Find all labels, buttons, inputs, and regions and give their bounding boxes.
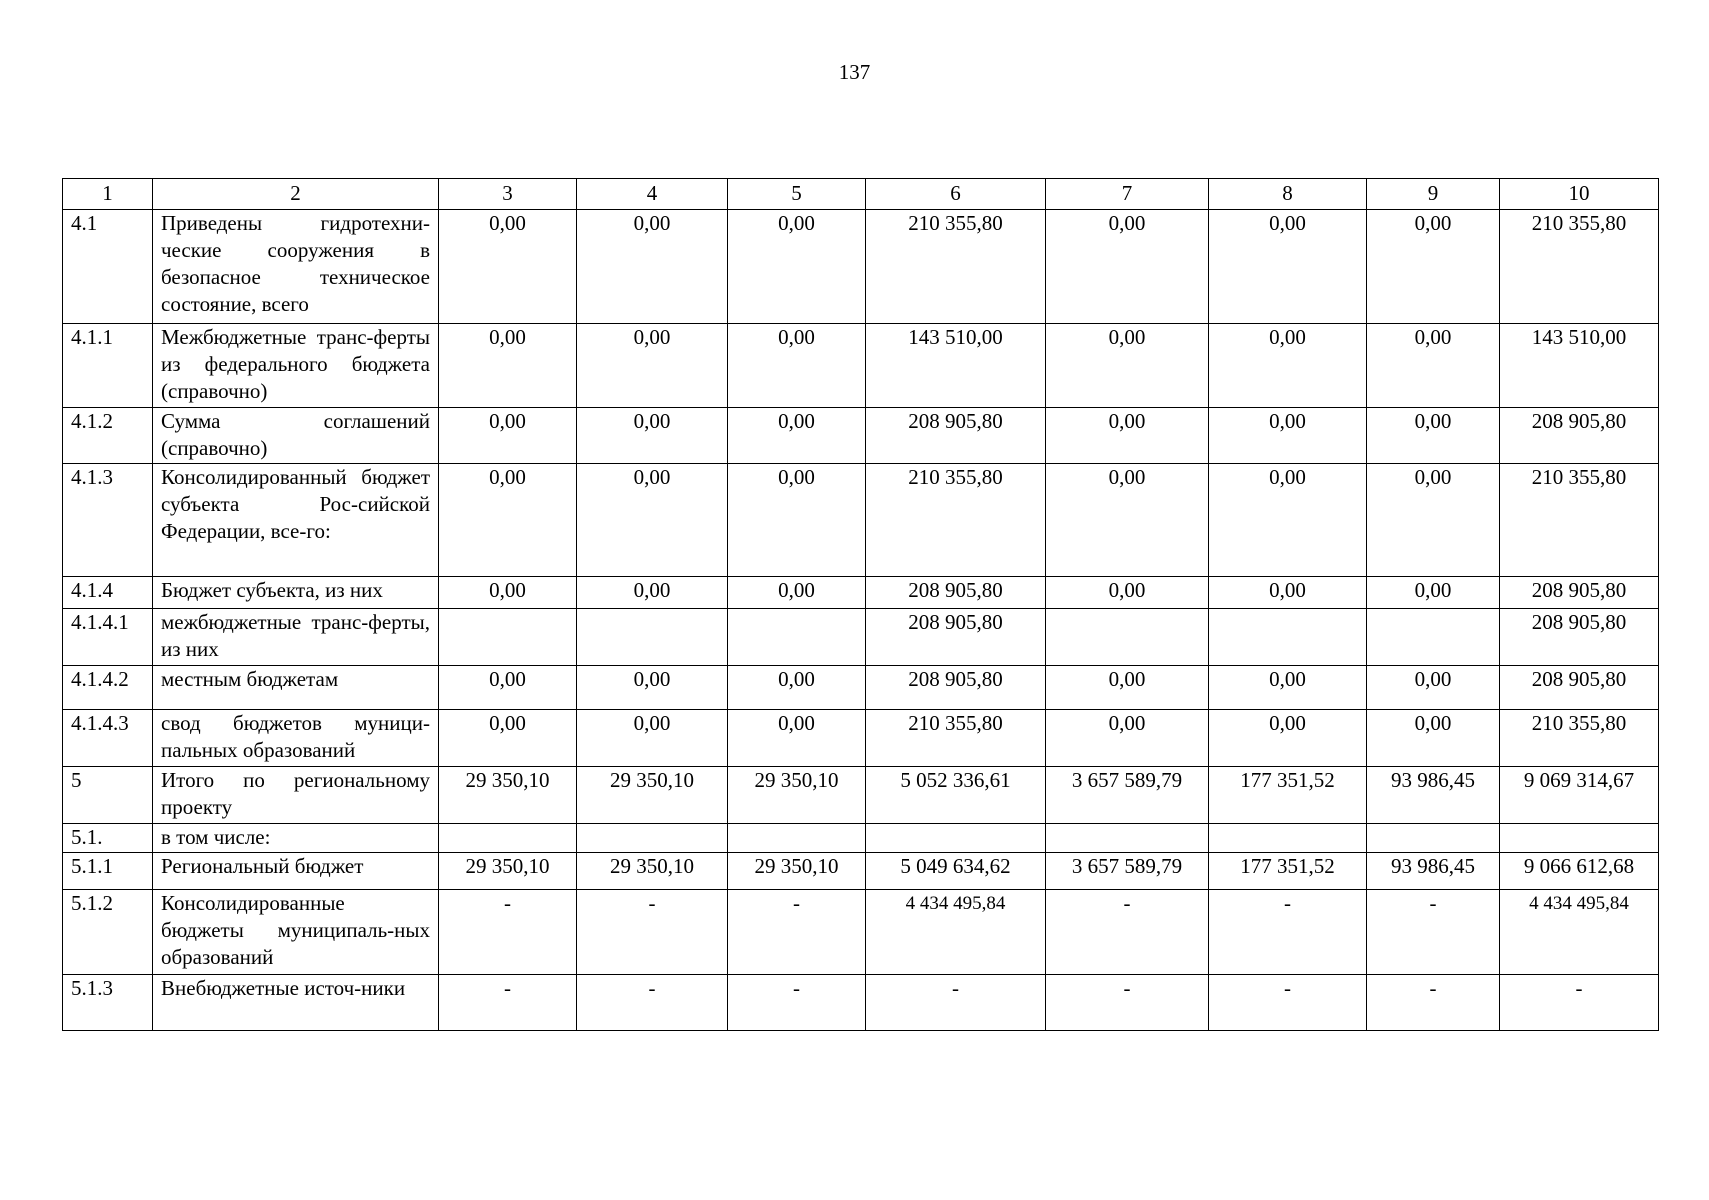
row-code: 4.1.1 xyxy=(63,324,153,408)
cell-value: - xyxy=(1209,975,1367,1031)
cell-value: 29 350,10 xyxy=(577,853,728,890)
row-label: межбюджетные транс-ферты, из них xyxy=(153,609,439,666)
cell-value: 208 905,80 xyxy=(866,609,1046,666)
cell-value: 208 905,80 xyxy=(866,577,1046,609)
cell-value: 208 905,80 xyxy=(866,408,1046,464)
row-label: Консолидированные бюджеты муниципаль-ных образований xyxy=(153,890,439,975)
column-header: 10 xyxy=(1500,179,1659,210)
cell-value: 29 350,10 xyxy=(439,853,577,890)
cell-value: 4 434 495,84 xyxy=(866,890,1046,975)
row-code: 4.1.2 xyxy=(63,408,153,464)
cell-value: 208 905,80 xyxy=(1500,666,1659,710)
cell-value: 143 510,00 xyxy=(866,324,1046,408)
cell-value xyxy=(1367,609,1500,666)
cell-value xyxy=(728,824,866,853)
cell-value: 4 434 495,84 xyxy=(1500,890,1659,975)
cell-value xyxy=(728,609,866,666)
row-code: 5.1.2 xyxy=(63,890,153,975)
table-row xyxy=(63,975,1659,1031)
row-label: Приведены гидротехни-ческие сооружения в безопасное техническое состояние, всего xyxy=(153,210,439,324)
column-header: 1 xyxy=(63,179,153,210)
cell-value: 93 986,45 xyxy=(1367,767,1500,824)
cell-value: 0,00 xyxy=(1046,577,1209,609)
cell-value: 0,00 xyxy=(1046,710,1209,767)
row-label: местным бюджетам xyxy=(153,666,439,710)
row-label: свод бюджетов муници-пальных образований xyxy=(153,710,439,767)
page-number: 137 xyxy=(838,60,871,84)
cell-value: - xyxy=(1367,975,1500,1031)
cell-value: 0,00 xyxy=(1209,324,1367,408)
cell-value: - xyxy=(1046,890,1209,975)
cell-value: 0,00 xyxy=(1046,666,1209,710)
column-header: 6 xyxy=(866,179,1046,210)
column-header: 8 xyxy=(1209,179,1367,210)
row-label: Итого по региональному проекту xyxy=(153,767,439,824)
row-code: 4.1.4.2 xyxy=(63,666,153,710)
column-header: 9 xyxy=(1367,179,1500,210)
cell-value: 0,00 xyxy=(728,464,866,577)
cell-value: 9 066 612,68 xyxy=(1500,853,1659,890)
cell-value xyxy=(577,824,728,853)
budget-table xyxy=(62,178,1659,1031)
row-code: 4.1.4.3 xyxy=(63,710,153,767)
row-code: 5 xyxy=(63,767,153,824)
row-code: 5.1. xyxy=(63,824,153,853)
row-code: 5.1.1 xyxy=(63,853,153,890)
cell-value: 208 905,80 xyxy=(1500,408,1659,464)
table-row xyxy=(63,609,1659,666)
cell-value: 0,00 xyxy=(1209,210,1367,324)
cell-value: 0,00 xyxy=(1367,710,1500,767)
cell-value: - xyxy=(1046,975,1209,1031)
table-row xyxy=(63,824,1659,853)
table-row xyxy=(63,577,1659,609)
cell-value: 210 355,80 xyxy=(866,210,1046,324)
cell-value: 0,00 xyxy=(1367,666,1500,710)
table-body xyxy=(63,210,1659,1031)
cell-value: 0,00 xyxy=(728,666,866,710)
cell-value: 0,00 xyxy=(439,710,577,767)
cell-value: 0,00 xyxy=(1209,710,1367,767)
cell-value xyxy=(577,609,728,666)
row-label: в том числе: xyxy=(153,824,439,853)
cell-value: 0,00 xyxy=(728,577,866,609)
cell-value: - xyxy=(439,890,577,975)
cell-value: 0,00 xyxy=(577,464,728,577)
cell-value: 0,00 xyxy=(1367,464,1500,577)
cell-value: - xyxy=(1209,890,1367,975)
cell-value: 208 905,80 xyxy=(1500,577,1659,609)
cell-value: 0,00 xyxy=(439,666,577,710)
cell-value xyxy=(866,824,1046,853)
cell-value xyxy=(1209,824,1367,853)
cell-value: 177 351,52 xyxy=(1209,767,1367,824)
cell-value: - xyxy=(866,975,1046,1031)
cell-value: 0,00 xyxy=(1046,324,1209,408)
cell-value: 0,00 xyxy=(439,210,577,324)
row-label: Сумма соглашений (справочно) xyxy=(153,408,439,464)
column-header: 3 xyxy=(439,179,577,210)
row-label: Региональный бюджет xyxy=(153,853,439,890)
cell-value: - xyxy=(439,975,577,1031)
cell-value: 0,00 xyxy=(577,408,728,464)
row-code: 5.1.3 xyxy=(63,975,153,1031)
cell-value xyxy=(1500,824,1659,853)
cell-value xyxy=(1367,824,1500,853)
cell-value: 0,00 xyxy=(439,408,577,464)
table-row xyxy=(63,890,1659,975)
row-label: Консолидированный бюджет субъекта Рос-сийской Федерации, все-го: xyxy=(153,464,439,577)
cell-value: 0,00 xyxy=(1209,577,1367,609)
row-code: 4.1.3 xyxy=(63,464,153,577)
header-row xyxy=(63,179,1659,210)
cell-value: 0,00 xyxy=(1367,210,1500,324)
cell-value: - xyxy=(728,890,866,975)
cell-value: 29 350,10 xyxy=(728,767,866,824)
cell-value: 0,00 xyxy=(1209,408,1367,464)
cell-value: 0,00 xyxy=(439,324,577,408)
cell-value: - xyxy=(577,890,728,975)
column-header: 2 xyxy=(153,179,439,210)
cell-value: 5 052 336,61 xyxy=(866,767,1046,824)
cell-value: 0,00 xyxy=(728,710,866,767)
cell-value: 0,00 xyxy=(439,464,577,577)
row-label: Внебюджетные источ-ники xyxy=(153,975,439,1031)
cell-value: 0,00 xyxy=(728,408,866,464)
cell-value: 0,00 xyxy=(728,210,866,324)
cell-value: - xyxy=(728,975,866,1031)
cell-value xyxy=(1209,609,1367,666)
cell-value: 0,00 xyxy=(1367,577,1500,609)
cell-value: 0,00 xyxy=(1046,210,1209,324)
cell-value: 3 657 589,79 xyxy=(1046,853,1209,890)
row-code: 4.1.4 xyxy=(63,577,153,609)
cell-value: 9 069 314,67 xyxy=(1500,767,1659,824)
cell-value: 3 657 589,79 xyxy=(1046,767,1209,824)
cell-value: 210 355,80 xyxy=(866,464,1046,577)
cell-value: 0,00 xyxy=(577,577,728,609)
row-code: 4.1 xyxy=(63,210,153,324)
cell-value: 29 350,10 xyxy=(439,767,577,824)
cell-value: 208 905,80 xyxy=(866,666,1046,710)
cell-value: 0,00 xyxy=(1367,324,1500,408)
cell-value: - xyxy=(1367,890,1500,975)
cell-value: - xyxy=(1500,975,1659,1031)
cell-value: 0,00 xyxy=(1209,666,1367,710)
table-row xyxy=(63,210,1659,324)
cell-value: 210 355,80 xyxy=(1500,710,1659,767)
cell-value: 29 350,10 xyxy=(577,767,728,824)
cell-value: 93 986,45 xyxy=(1367,853,1500,890)
table-row xyxy=(63,666,1659,710)
cell-value xyxy=(1046,824,1209,853)
cell-value: 0,00 xyxy=(728,324,866,408)
cell-value: 177 351,52 xyxy=(1209,853,1367,890)
cell-value: - xyxy=(577,975,728,1031)
cell-value: 0,00 xyxy=(577,210,728,324)
cell-value: 210 355,80 xyxy=(1500,210,1659,324)
row-code: 4.1.4.1 xyxy=(63,609,153,666)
table-row xyxy=(63,324,1659,408)
cell-value xyxy=(1046,609,1209,666)
cell-value: 5 049 634,62 xyxy=(866,853,1046,890)
cell-value xyxy=(439,609,577,666)
cell-value: 0,00 xyxy=(577,324,728,408)
table-row xyxy=(63,853,1659,890)
cell-value: 143 510,00 xyxy=(1500,324,1659,408)
cell-value: 29 350,10 xyxy=(728,853,866,890)
cell-value: 0,00 xyxy=(577,710,728,767)
column-header: 7 xyxy=(1046,179,1209,210)
cell-value: 0,00 xyxy=(1209,464,1367,577)
table-row xyxy=(63,710,1659,767)
cell-value: 0,00 xyxy=(1367,408,1500,464)
table-row xyxy=(63,464,1659,577)
column-header: 5 xyxy=(728,179,866,210)
cell-value: 210 355,80 xyxy=(1500,464,1659,577)
row-label: Бюджет субъекта, из них xyxy=(153,577,439,609)
table-row xyxy=(63,767,1659,824)
cell-value: 210 355,80 xyxy=(866,710,1046,767)
cell-value: 0,00 xyxy=(577,666,728,710)
cell-value: 0,00 xyxy=(1046,408,1209,464)
row-label: Межбюджетные транс-ферты из федерального бюджета (справочно) xyxy=(153,324,439,408)
cell-value: 208 905,80 xyxy=(1500,609,1659,666)
cell-value: 0,00 xyxy=(439,577,577,609)
cell-value: 0,00 xyxy=(1046,464,1209,577)
table-row xyxy=(63,408,1659,464)
cell-value xyxy=(439,824,577,853)
column-header: 4 xyxy=(577,179,728,210)
